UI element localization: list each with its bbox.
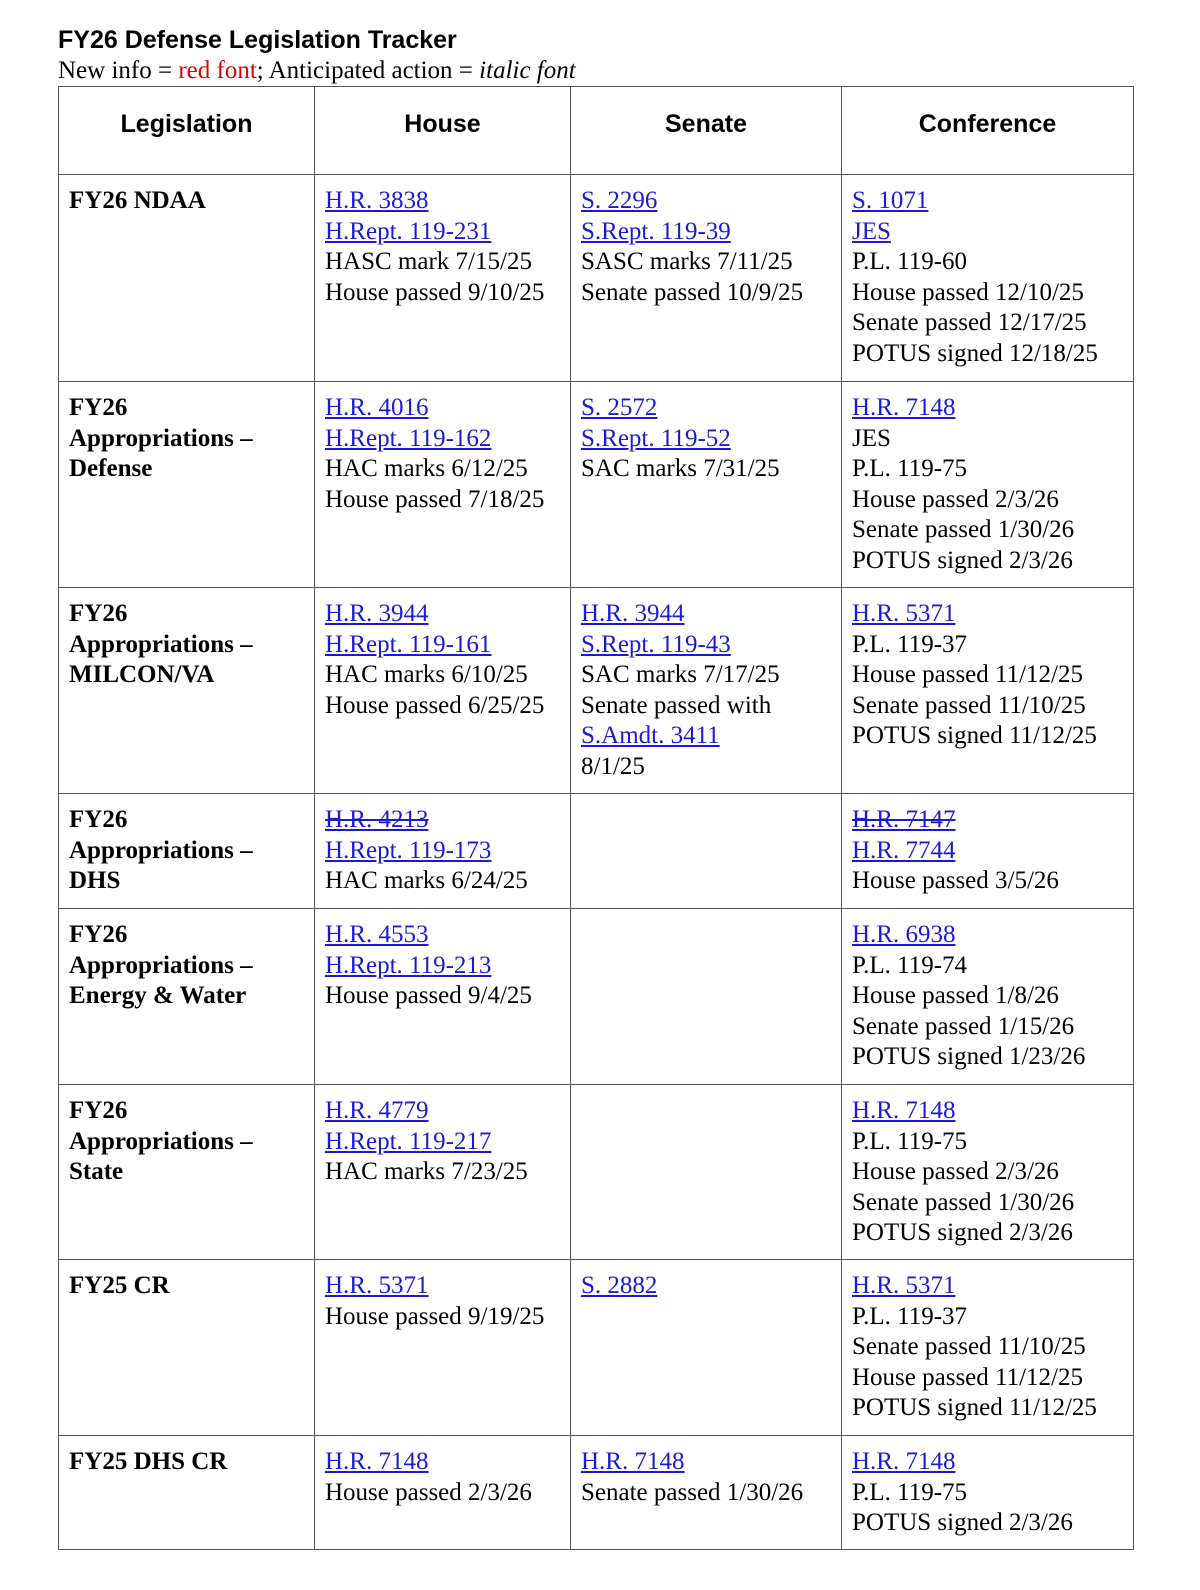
senate-status-text: 8/1/25 bbox=[581, 752, 645, 780]
conference-status-text: House passed 2/3/26 bbox=[852, 485, 1059, 513]
conference-status-text: P.L. 119-74 bbox=[852, 951, 968, 979]
conference-status-text: P.L. 119-60 bbox=[852, 248, 968, 275]
house-status-text: HAC marks 6/12/25 bbox=[325, 455, 528, 482]
conference-bill-link[interactable]: H.R. 5371 bbox=[852, 600, 956, 627]
table-row bbox=[59, 175, 1134, 382]
house-cell bbox=[315, 1260, 571, 1436]
legislation-name: Appropriations – bbox=[69, 836, 253, 864]
senate-cell bbox=[571, 382, 842, 588]
house-bill-link[interactable]: H.Rept. 119-217 bbox=[325, 1127, 492, 1155]
legislation-name: Appropriations – bbox=[69, 424, 253, 452]
legend-middle: ; Anticipated action = bbox=[256, 57, 480, 84]
conference-status-text: P.L. 119-75 bbox=[852, 455, 968, 482]
column-header-legislation: Legislation bbox=[59, 87, 315, 175]
house-bill-link[interactable]: H.Rept. 119-231 bbox=[325, 217, 492, 245]
conference-status-text: House passed 1/8/26 bbox=[852, 982, 1059, 1009]
senate-bill-link[interactable]: S.Rept. 119-43 bbox=[581, 630, 731, 658]
conference-status-text: House passed 3/5/26 bbox=[852, 867, 1059, 894]
senate-bill-link[interactable]: S.Rept. 119-52 bbox=[581, 424, 731, 452]
legislation-table bbox=[58, 86, 1134, 1550]
conference-cell bbox=[842, 909, 1134, 1085]
senate-cell bbox=[571, 794, 842, 909]
house-bill-link[interactable]: H.R. 4016 bbox=[325, 394, 429, 421]
conference-status-text: POTUS signed 1/23/26 bbox=[852, 1043, 1086, 1070]
house-cell bbox=[315, 1436, 571, 1550]
conference-status-text: POTUS signed 2/3/26 bbox=[852, 1219, 1073, 1246]
senate-cell bbox=[571, 1436, 842, 1550]
conference-status-text: POTUS signed 11/12/25 bbox=[852, 1394, 1097, 1421]
conference-status-text: Senate passed 12/17/25 bbox=[852, 309, 1087, 336]
conference-cell bbox=[842, 1260, 1134, 1436]
legislation-name: FY26 bbox=[69, 1097, 128, 1124]
legislation-name: State bbox=[69, 1158, 124, 1185]
legislation-name: FY26 bbox=[69, 600, 128, 627]
legislation-name: Appropriations – bbox=[69, 1127, 253, 1155]
conference-bill-link[interactable]: JES bbox=[852, 217, 891, 245]
conference-bill-link[interactable]: H.R. 7148 bbox=[852, 1448, 956, 1475]
conference-status-text: House passed 11/12/25 bbox=[852, 661, 1083, 688]
conference-status-text: JES bbox=[852, 424, 891, 452]
legislation-name: FY26 bbox=[69, 394, 128, 421]
legislation-cell bbox=[59, 909, 315, 1085]
legislation-cell bbox=[59, 588, 315, 794]
senate-bill-link[interactable]: S. 2882 bbox=[581, 1272, 658, 1299]
conference-cell bbox=[842, 588, 1134, 794]
senate-status-text: SAC marks 7/17/25 bbox=[581, 661, 780, 688]
legislation-cell bbox=[59, 1260, 315, 1436]
legislation-cell bbox=[59, 794, 315, 909]
legislation-cell bbox=[59, 382, 315, 588]
conference-bill-link[interactable]: H.R. 5371 bbox=[852, 1272, 956, 1299]
house-status-text: House passed 6/25/25 bbox=[325, 691, 545, 719]
legislation-cell bbox=[59, 1085, 315, 1260]
column-header-house: House bbox=[315, 87, 571, 175]
house-status-text: HASC mark 7/15/25 bbox=[325, 248, 532, 275]
conference-cell bbox=[842, 175, 1134, 382]
legislation-name: Appropriations – bbox=[69, 630, 253, 658]
table-row bbox=[59, 1436, 1134, 1550]
table-row bbox=[59, 794, 1134, 909]
legend-red-font: red font bbox=[178, 57, 257, 84]
house-status-text: House passed 2/3/26 bbox=[325, 1478, 532, 1506]
house-bill-link[interactable]: H.R. 7148 bbox=[325, 1448, 429, 1475]
legend-note bbox=[58, 56, 576, 86]
legislation-name: MILCON/VA bbox=[69, 661, 215, 688]
house-bill-link[interactable]: H.Rept. 119-161 bbox=[325, 630, 492, 658]
senate-cell bbox=[571, 588, 842, 794]
house-cell bbox=[315, 794, 571, 909]
conference-status-text: POTUS signed 12/18/25 bbox=[852, 339, 1098, 367]
conference-bill-link[interactable]: H.R. 7744 bbox=[852, 836, 956, 864]
senate-status-text: Senate passed 1/30/26 bbox=[581, 1478, 804, 1506]
legend-prefix: New info = bbox=[58, 57, 179, 84]
house-bill-link[interactable]: H.R. 4213 bbox=[325, 806, 429, 833]
senate-bill-link[interactable]: S. 2572 bbox=[581, 394, 658, 421]
table-row bbox=[59, 588, 1134, 794]
conference-status-text: P.L. 119-75 bbox=[852, 1127, 968, 1155]
conference-status-text: P.L. 119-37 bbox=[852, 630, 968, 658]
conference-bill-link[interactable]: H.R. 6938 bbox=[852, 921, 956, 948]
conference-status-text: House passed 11/12/25 bbox=[852, 1363, 1083, 1391]
senate-status-text: Senate passed with bbox=[581, 691, 772, 719]
senate-bill-link[interactable]: S. 2296 bbox=[581, 187, 658, 214]
house-bill-link[interactable]: H.R. 4553 bbox=[325, 921, 429, 948]
senate-bill-link[interactable]: S.Amdt. 3411 bbox=[581, 722, 720, 749]
conference-status-text: P.L. 119-75 bbox=[852, 1478, 968, 1506]
house-bill-link[interactable]: H.R. 4779 bbox=[325, 1097, 429, 1124]
conference-cell bbox=[842, 1085, 1134, 1260]
conference-bill-link[interactable]: H.R. 7148 bbox=[852, 1097, 956, 1124]
conference-status-text: POTUS signed 2/3/26 bbox=[852, 1509, 1073, 1536]
house-status-text: HAC marks 7/23/25 bbox=[325, 1158, 528, 1185]
conference-bill-link[interactable]: S. 1071 bbox=[852, 187, 929, 214]
conference-bill-link[interactable]: H.R. 7148 bbox=[852, 394, 956, 421]
table-row bbox=[59, 1260, 1134, 1436]
house-status-text: HAC marks 6/24/25 bbox=[325, 867, 528, 894]
conference-status-text: Senate passed 11/10/25 bbox=[852, 691, 1086, 719]
senate-bill-link[interactable]: H.R. 3944 bbox=[581, 600, 685, 627]
legislation-cell bbox=[59, 175, 315, 382]
conference-status-text: Senate passed 1/30/26 bbox=[852, 1188, 1075, 1216]
column-header-conference: Conference bbox=[842, 87, 1134, 175]
table-row bbox=[59, 909, 1134, 1085]
table-body bbox=[59, 175, 1134, 1550]
senate-bill-link[interactable]: H.R. 7148 bbox=[581, 1448, 685, 1475]
house-bill-link[interactable]: H.R. 3944 bbox=[325, 600, 429, 627]
house-cell bbox=[315, 175, 571, 382]
conference-status-text: Senate passed 1/15/26 bbox=[852, 1012, 1075, 1040]
house-status-text: House passed 9/19/25 bbox=[325, 1302, 545, 1330]
conference-status-text: Senate passed 11/10/25 bbox=[852, 1333, 1086, 1360]
senate-status-text: SAC marks 7/31/25 bbox=[581, 455, 780, 482]
senate-cell bbox=[571, 909, 842, 1085]
legend-italic-font: italic font bbox=[479, 57, 576, 84]
conference-status-text: POTUS signed 2/3/26 bbox=[852, 546, 1073, 574]
legislation-cell bbox=[59, 1436, 315, 1550]
house-cell bbox=[315, 909, 571, 1085]
legislation-name: FY26 bbox=[69, 921, 128, 948]
senate-bill-link[interactable]: S.Rept. 119-39 bbox=[581, 217, 731, 245]
conference-bill-link[interactable]: H.R. 7147 bbox=[852, 806, 956, 833]
house-status-text: HAC marks 6/10/25 bbox=[325, 661, 528, 688]
conference-cell bbox=[842, 794, 1134, 909]
legislation-name: Energy & Water bbox=[69, 982, 247, 1009]
senate-status-text: SASC marks 7/11/25 bbox=[581, 248, 793, 275]
legislation-name: FY25 DHS CR bbox=[69, 1448, 228, 1475]
table-row bbox=[59, 1085, 1134, 1260]
house-bill-link[interactable]: H.Rept. 119-213 bbox=[325, 951, 492, 979]
conference-cell bbox=[842, 1436, 1134, 1550]
house-bill-link[interactable]: H.R. 5371 bbox=[325, 1272, 429, 1299]
house-bill-link[interactable]: H.Rept. 119-173 bbox=[325, 836, 492, 864]
legislation-name: FY26 NDAA bbox=[69, 187, 206, 214]
conference-status-text: P.L. 119-37 bbox=[852, 1302, 968, 1330]
conference-status-text: POTUS signed 11/12/25 bbox=[852, 722, 1097, 749]
senate-cell bbox=[571, 175, 842, 382]
legislation-name: FY26 bbox=[69, 806, 128, 833]
table-row bbox=[59, 382, 1134, 588]
legislation-name: Defense bbox=[69, 455, 153, 482]
house-cell bbox=[315, 382, 571, 588]
house-cell bbox=[315, 1085, 571, 1260]
conference-status-text: Senate passed 1/30/26 bbox=[852, 516, 1075, 543]
conference-status-text: House passed 12/10/25 bbox=[852, 278, 1084, 306]
house-status-text: House passed 7/18/25 bbox=[325, 485, 545, 513]
house-status-text: House passed 9/10/25 bbox=[325, 278, 545, 306]
legislation-name: DHS bbox=[69, 867, 121, 894]
house-cell bbox=[315, 588, 571, 794]
house-status-text: House passed 9/4/25 bbox=[325, 982, 532, 1009]
conference-status-text: House passed 2/3/26 bbox=[852, 1158, 1059, 1185]
page-title: FY26 Defense Legislation Tracker bbox=[58, 26, 457, 54]
legislation-name: FY25 CR bbox=[69, 1272, 170, 1299]
senate-cell bbox=[571, 1260, 842, 1436]
conference-cell bbox=[842, 382, 1134, 588]
senate-cell bbox=[571, 1085, 842, 1260]
legislation-name: Appropriations – bbox=[69, 951, 253, 979]
house-bill-link[interactable]: H.R. 3838 bbox=[325, 187, 429, 214]
table-header-row bbox=[59, 87, 1134, 175]
column-header-senate: Senate bbox=[571, 87, 842, 175]
house-bill-link[interactable]: H.Rept. 119-162 bbox=[325, 424, 492, 452]
senate-status-text: Senate passed 10/9/25 bbox=[581, 278, 804, 306]
